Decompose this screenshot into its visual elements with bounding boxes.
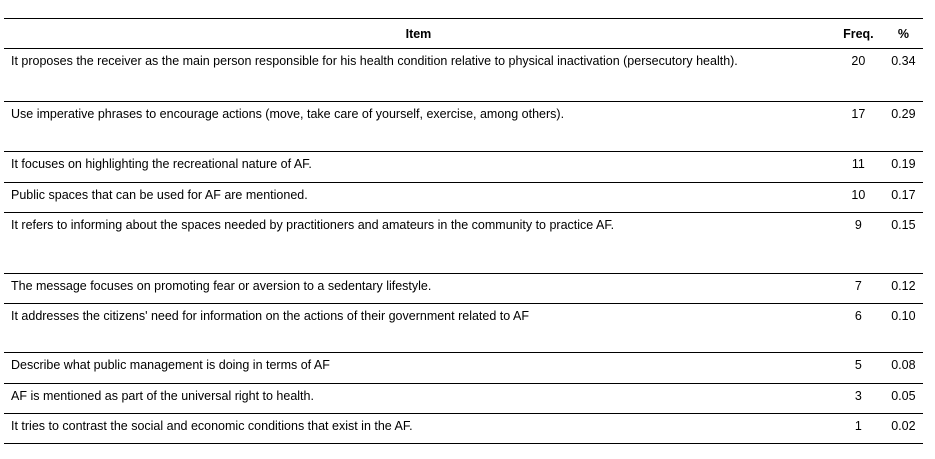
row-freq: 9 <box>833 213 884 274</box>
row-freq: 5 <box>833 353 884 384</box>
row-item: The message focuses on promoting fear or aversion to a sedentary lifestyle. <box>4 274 833 304</box>
row-item: AF is mentioned as part of the universal right to health. <box>4 384 833 414</box>
row-freq: 1 <box>833 414 884 444</box>
row-item: Describe what public management is doing in terms of AF <box>4 353 833 384</box>
row-item: It focuses on highlighting the recreational nature of AF. <box>4 152 833 183</box>
table-row <box>4 353 923 384</box>
table-row <box>4 274 923 304</box>
table-row <box>4 152 923 183</box>
table-row <box>4 213 923 274</box>
row-item: It tries to contrast the social and economic conditions that exist in the AF. <box>4 414 833 444</box>
table-row <box>4 414 923 444</box>
row-freq: 3 <box>833 384 884 414</box>
table-header-row <box>4 19 923 49</box>
row-freq: 20 <box>833 49 884 102</box>
row-percent: 0.34 <box>884 49 923 102</box>
row-percent: 0.02 <box>884 414 923 444</box>
row-freq: 17 <box>833 102 884 152</box>
table-row <box>4 384 923 414</box>
table-row <box>4 49 923 102</box>
row-item: It refers to informing about the spaces needed by practitioners and amateurs in the community to practice AF. <box>4 213 833 274</box>
frequency-table <box>4 18 923 444</box>
row-percent: 0.17 <box>884 183 923 213</box>
header-item: Item <box>4 19 833 49</box>
row-item: Public spaces that can be used for AF are mentioned. <box>4 183 833 213</box>
table-row <box>4 102 923 152</box>
row-freq: 7 <box>833 274 884 304</box>
row-percent: 0.29 <box>884 102 923 152</box>
row-freq: 10 <box>833 183 884 213</box>
row-percent: 0.12 <box>884 274 923 304</box>
row-percent: 0.19 <box>884 152 923 183</box>
row-freq: 11 <box>833 152 884 183</box>
table-row <box>4 183 923 213</box>
row-freq: 6 <box>833 304 884 353</box>
header-percent: % <box>884 19 923 49</box>
table-row <box>4 304 923 353</box>
row-item: It proposes the receiver as the main person responsible for his health condition relative to physical inactivation (persecutory health). <box>4 49 833 102</box>
row-percent: 0.15 <box>884 213 923 274</box>
row-percent: 0.08 <box>884 353 923 384</box>
row-item: It addresses the citizens' need for information on the actions of their government related to AF <box>4 304 833 353</box>
row-percent: 0.10 <box>884 304 923 353</box>
header-freq: Freq. <box>833 19 884 49</box>
row-percent: 0.05 <box>884 384 923 414</box>
row-item: Use imperative phrases to encourage actions (move, take care of yourself, exercise, among others). <box>4 102 833 152</box>
